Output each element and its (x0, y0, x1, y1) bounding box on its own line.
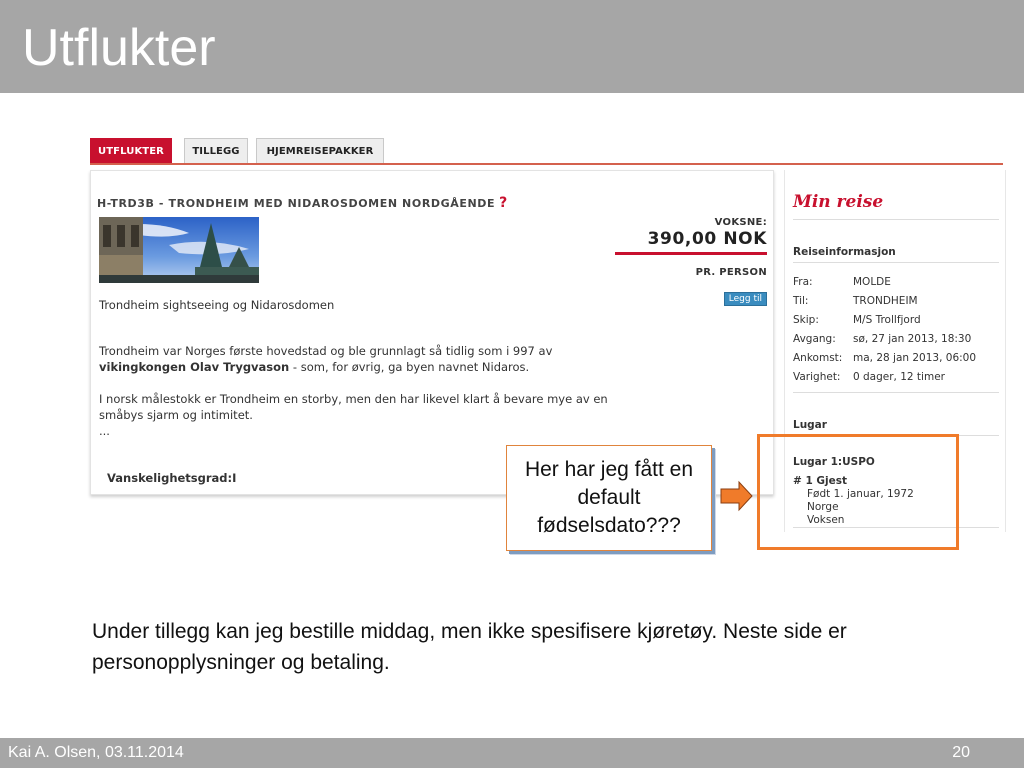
info-label: Skip: (793, 314, 819, 326)
info-value: MOLDE (853, 276, 891, 288)
paragraph-2-text: I norsk målestokk er Trondheim en storby, men den har likevel klart å bevare mye av en småbys sjarm og intimitet. (99, 392, 608, 422)
info-value: 0 dager, 12 timer (853, 371, 945, 383)
excursion-paragraph-2 (99, 391, 609, 439)
slide-number: 20 (952, 744, 970, 761)
paragraph-1-end: - som, for øvrig, ga byen navnet Nidaros. (289, 360, 530, 374)
slide-title-bar (0, 0, 1024, 93)
paragraph-1-bold: vikingkongen Olav Trygvason (99, 360, 290, 374)
divider (793, 262, 999, 263)
slide-title: Utflukter (22, 19, 216, 77)
divider (793, 392, 999, 393)
price-block (607, 217, 767, 306)
my-trip-title: Min reise (793, 192, 884, 212)
ellipsis: ... (99, 424, 110, 438)
info-value: ma, 28 jan 2013, 06:00 (853, 352, 977, 364)
slide-caption: Under tillegg kan jeg bestille middag, men ikke spesifisere kjøretøy. Neste side er personopplysninger og betaling. (92, 620, 847, 674)
excursion-subtitle: Trondheim sightseeing og Nidarosdomen (99, 298, 335, 312)
guest-label: # 1 Gjest (793, 475, 848, 487)
slide-footer (0, 738, 1024, 768)
tab-divider (90, 163, 1003, 165)
guest-country: Norge (807, 501, 839, 513)
info-row-to (793, 295, 918, 307)
paragraph-1-start: Trondheim var Norges første hovedstad og ble grunnlagt så tidlig som i 997 av (99, 344, 553, 358)
tab-hjemreisepakker[interactable]: HJEMREISEPAKKER (256, 138, 384, 165)
info-label: Avgang: (793, 333, 836, 345)
travel-info-heading: Reiseinformasjon (793, 246, 896, 258)
help-icon[interactable]: ? (499, 195, 508, 211)
info-row-departure (793, 333, 971, 345)
tab-tillegg[interactable]: TILLEGG (184, 138, 248, 165)
arrow-right-icon (720, 480, 754, 512)
guest-type: Voksen (807, 514, 845, 526)
cabin-heading: Lugar (793, 419, 827, 431)
divider (793, 219, 999, 220)
price-underline (615, 252, 767, 255)
info-label: Ankomst: (793, 352, 843, 364)
add-button[interactable]: Legg til (724, 292, 767, 306)
guest-birthdate: Født 1. januar, 1972 (807, 488, 914, 500)
info-row-arrival (793, 352, 976, 364)
difficulty-label: Vanskelighetsgrad:I (107, 471, 237, 485)
info-row-ship (793, 314, 921, 326)
info-label: Varighet: (793, 371, 841, 383)
highlight-box (757, 434, 959, 550)
adult-label: VOKSNE: (714, 217, 767, 228)
per-person-label: PR. PERSON (695, 267, 767, 278)
info-row-from (793, 276, 891, 288)
excursion-title-text: H-TRD3B - TRONDHEIM MED NIDAROSDOMEN NORDGÅENDE (97, 197, 496, 210)
excursion-paragraph-1 (99, 343, 619, 375)
cabin-name: Lugar 1:USPO (793, 456, 875, 468)
info-label: Fra: (793, 276, 813, 288)
footer-author-date: Kai A. Olsen, 03.11.2014 (8, 744, 184, 761)
callout-box (506, 445, 712, 551)
tab-utflukter[interactable]: UTFLUKTER (90, 138, 172, 165)
info-label: Til: (793, 295, 809, 307)
excursion-photo (99, 217, 259, 283)
info-value: sø, 27 jan 2013, 18:30 (853, 333, 972, 345)
excursion-title (97, 195, 508, 211)
info-row-duration (793, 371, 945, 383)
info-value: M/S Trollfjord (853, 314, 921, 326)
info-value: TRONDHEIM (853, 295, 918, 307)
price-value: 390,00 NOK (647, 229, 767, 249)
callout-text: Her har jeg fått en default fødselsdato??? (524, 458, 694, 537)
